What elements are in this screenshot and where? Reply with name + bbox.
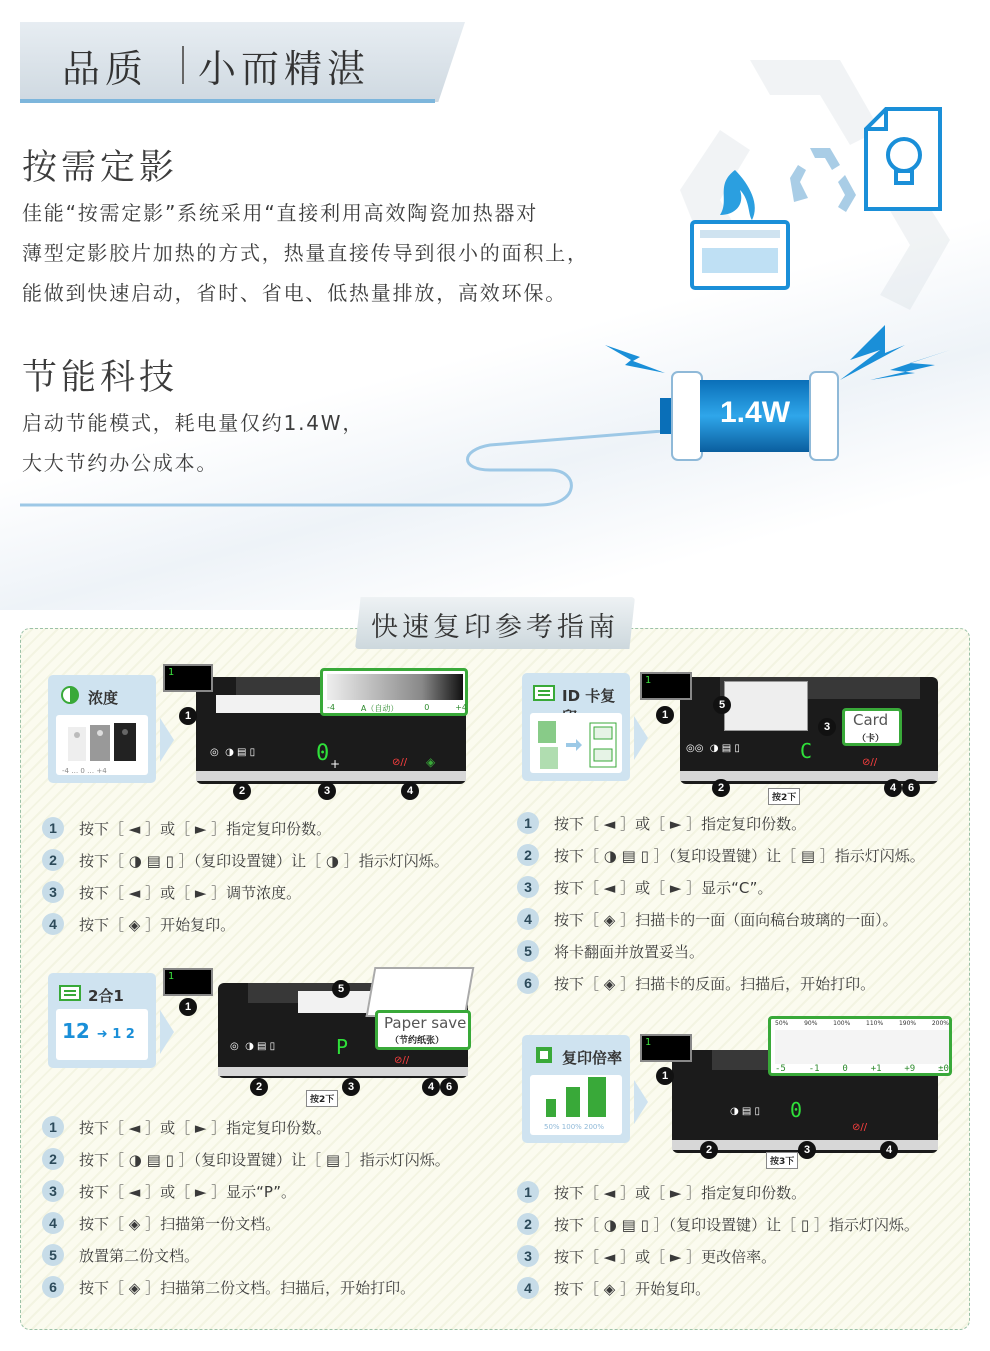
step-number: 5 [42, 1244, 64, 1266]
step-badge: 4 [401, 782, 419, 800]
press-three-times-label: 按3下 [766, 1152, 798, 1169]
stop-key-icon: ⊘// [852, 1122, 868, 1133]
step-number: 4 [42, 913, 64, 935]
step-number: 6 [517, 972, 539, 994]
stop-key-icon: ⊘// [862, 757, 878, 768]
fixing-body [22, 193, 662, 313]
step-text: 按下［ ◑ ▤ ▯ ］（复印设置键）让［ ▤ ］指示灯闪烁。 [79, 1151, 450, 1169]
start-key-icon: ◈ [426, 755, 436, 769]
step-text: 按下［ ◈ ］开始复印。 [554, 1280, 711, 1298]
id-copy-arrow-icon [634, 716, 648, 760]
zoom-preview [530, 1075, 622, 1135]
step-number: 3 [42, 1180, 64, 1202]
code-label: ±0 [938, 1064, 949, 1074]
panel-keys [196, 771, 466, 781]
zoom-mode-card [522, 1035, 630, 1143]
step-text: 按下［ ◑ ▤ ▯ ］（复印设置键）让［ ▤ ］指示灯闪烁。 [554, 847, 925, 865]
fixing-title: 按需定影 [22, 148, 179, 188]
ratio-label: 200% [931, 1020, 949, 1027]
scale-zero: 0 [424, 703, 430, 712]
step-badge: 5 [332, 980, 350, 998]
ratio-label: 190% [898, 1020, 917, 1027]
density-key-row: ◎ ◑ ▤ ▯ [210, 747, 256, 758]
step-number: 3 [42, 881, 64, 903]
two-in-one-display: P [336, 1035, 349, 1059]
step-number: 2 [42, 849, 64, 871]
energy-line: 大大节约办公成本。 [22, 451, 219, 475]
fixing-line: 佳能“按需定影”系统采用“直接利用高效陶瓷加热器对 [22, 201, 539, 225]
step-text: 放置第二份文档。 [79, 1247, 200, 1265]
step-text: 按下［ ◈ ］扫描卡的一面（面向稿台玻璃的一面）。 [554, 911, 898, 929]
step-badge: 2 [712, 779, 730, 797]
card-popup [842, 708, 902, 746]
step-badge: 4 [884, 779, 902, 797]
zoom-card-scale: 50% 100% 200% [544, 1123, 605, 1131]
code-label: -5 [775, 1064, 786, 1074]
paper-save-title: Paper save [384, 1014, 467, 1032]
step-number: 1 [42, 817, 64, 839]
density-display: 0 [316, 741, 330, 766]
header-underline [20, 99, 435, 103]
density-copies-lcd [163, 664, 213, 692]
zoom-label: 复印倍率 [562, 1049, 623, 1067]
zoom-key-row: ◑ ▤ ▯ [730, 1106, 761, 1117]
density-icon [58, 685, 82, 705]
code-label: +1 [870, 1064, 882, 1074]
fixing-line: 薄型定影胶片加热的方式，热量直接传导到很小的面积上， [22, 241, 589, 265]
lightning-icon [605, 345, 665, 375]
header-title: 品质 [62, 47, 149, 91]
copies-value: 1 [168, 667, 175, 678]
id-copy-copies-lcd [640, 672, 692, 700]
density-mode-card [48, 675, 156, 783]
step-number: 4 [517, 908, 539, 930]
scale-max: +4 [455, 703, 467, 712]
two-in-one-icon [58, 983, 82, 1003]
power-cable [20, 430, 680, 520]
density-label: 浓度 [88, 689, 119, 707]
step-number: 1 [517, 812, 539, 834]
press-twice-label: 按2下 [306, 1090, 338, 1107]
id-copy-key-row: ◎◎ ◑ ▤ ▯ [686, 743, 740, 754]
zoom-figure-row [775, 1030, 949, 1064]
step-number: 2 [517, 1213, 539, 1235]
step-badge: 2 [250, 1078, 268, 1096]
fixing-line: 能做到快速启动，省时、省电、低热量排放，高效环保。 [22, 281, 567, 305]
step-badge: 1 [179, 707, 197, 725]
two-in-one-key-row: ◎ ◑ ▤ ▯ [230, 1041, 276, 1052]
card-popup-sub: （卡） [857, 734, 885, 744]
id-copy-flow-icon [536, 719, 620, 771]
step-badge: 4 [422, 1078, 440, 1096]
step-number: 3 [517, 1245, 539, 1267]
recycle-icon [780, 140, 860, 220]
step-text: 按下［ ◄ ］或［ ► ］指定复印份数。 [554, 1184, 807, 1202]
two-in-one-label: 2合1 [88, 987, 124, 1005]
step-number: 5 [517, 940, 539, 962]
energy-line: 启动节能模式，耗电量仅约1.4W， [22, 411, 365, 435]
zoom-copies-lcd [640, 1034, 692, 1062]
panel-keys [218, 1067, 468, 1076]
header-subtitle: 小而精湛 [198, 47, 371, 91]
printer-heat-icon [690, 160, 790, 290]
step-badge: 1 [179, 998, 197, 1016]
code-label: 0 [842, 1064, 848, 1074]
step-badge: 3 [798, 1141, 816, 1159]
step-number: 1 [42, 1116, 64, 1138]
step-text: 按下［ ◈ ］扫描第二份文档。扫描后，开始打印。 [79, 1279, 416, 1297]
plus-key-icon: + [330, 757, 341, 771]
step-text: 按下［ ◄ ］或［ ► ］显示“C”。 [554, 879, 773, 897]
lightning-icon [840, 325, 950, 380]
step-text: 按下［ ◄ ］或［ ► ］指定复印份数。 [79, 820, 332, 838]
step-badge: 2 [700, 1141, 718, 1159]
density-figures-icon [66, 723, 138, 763]
zoom-ratio-popup [768, 1016, 952, 1076]
two-in-one-preview [56, 1009, 148, 1060]
density-popup [320, 668, 468, 716]
zoom-ratio-labels [775, 1020, 949, 1027]
step-text: 按下［ ◑ ▤ ▯ ］（复印设置键）让［ ▯ ］指示灯闪烁。 [554, 1216, 919, 1234]
step-text: 按下［ ◈ ］扫描卡的反面。扫描后，开始打印。 [554, 975, 876, 993]
id-card-icon [532, 683, 556, 703]
step-badge: 5 [713, 696, 731, 714]
guide-title: 快速复印参考指南 [371, 612, 619, 643]
step-badge: 6 [440, 1078, 458, 1096]
two-in-one-sample: 12 ➜ 1 2 [62, 1019, 135, 1043]
ratio-label: 110% [866, 1020, 884, 1027]
step-text: 按下［ ◑ ▤ ▯ ］（复印设置键）让［ ◑ ］指示灯闪烁。 [79, 852, 449, 870]
copies-value: 1 [168, 971, 175, 982]
id-copy-mode-card [522, 673, 630, 781]
stop-key-icon: ⊘// [394, 1055, 410, 1066]
id-copy-label: ID 卡复 [562, 687, 616, 705]
step-badge: 1 [656, 1067, 674, 1085]
step-number: 2 [42, 1148, 64, 1170]
card-popup-title: Card [853, 711, 889, 729]
step-text: 按下［ ◄ ］或［ ► ］指定复印份数。 [79, 1119, 332, 1137]
step-text: 按下［ ◈ ］开始复印。 [79, 916, 236, 934]
two-in-one-arrow-icon [160, 1010, 174, 1054]
step-badge: 3 [342, 1078, 360, 1096]
press-twice-label: 按2下 [768, 788, 800, 805]
step-number: 3 [517, 876, 539, 898]
ratio-label: 100% [833, 1020, 851, 1027]
zoom-figures-icon [544, 1077, 610, 1119]
two-in-one-copies-lcd [163, 968, 213, 996]
zoom-arrow-icon [634, 1080, 648, 1124]
step-number: 4 [42, 1212, 64, 1234]
step-badge: 1 [656, 706, 674, 724]
ratio-label: 50% [775, 1020, 789, 1027]
zoom-code-labels [775, 1064, 949, 1074]
step-badge: 6 [902, 779, 920, 797]
step-number: 6 [42, 1276, 64, 1298]
ratio-label: 90% [804, 1020, 818, 1027]
two-in-one-mode-card [48, 973, 156, 1068]
step-text: 按下［ ◄ ］或［ ► ］指定复印份数。 [554, 815, 807, 833]
scale-auto: A（自动） [360, 704, 399, 713]
density-arrow-icon [160, 718, 174, 762]
step-number: 4 [517, 1277, 539, 1299]
zoom-icon [532, 1045, 556, 1065]
step-badge: 4 [880, 1141, 898, 1159]
battery-label: 1.4W [719, 396, 791, 429]
code-label: -1 [808, 1064, 820, 1074]
document-bulb-icon [862, 105, 944, 213]
scale-min: -4 [327, 703, 335, 712]
paper-save-popup [375, 1010, 471, 1050]
step-badge: 2 [233, 782, 251, 800]
copies-value: 1 [645, 1037, 652, 1048]
density-preview [56, 715, 148, 775]
step-number: 1 [517, 1181, 539, 1203]
code-label: +9 [904, 1064, 916, 1074]
step-badge: 3 [818, 718, 836, 736]
paper-save-sub: （节约纸张） [390, 1036, 445, 1046]
stop-key-icon: ⊘// [392, 757, 408, 768]
density-popup-scale [327, 703, 467, 714]
step-badge: 3 [318, 782, 336, 800]
step-number: 2 [517, 844, 539, 866]
step-text: 按下［ ◈ ］扫描第一份文档。 [79, 1215, 281, 1233]
id-copy-display: C [800, 739, 813, 763]
step-text: 按下［ ◄ ］或［ ► ］显示“P”。 [79, 1183, 297, 1201]
header-separator [182, 46, 184, 84]
step-text: 按下［ ◄ ］或［ ► ］调节浓度。 [79, 884, 302, 902]
id-copy-preview [530, 713, 622, 773]
step-text: 按下［ ◄ ］或［ ► ］更改倍率。 [554, 1248, 777, 1266]
energy-title: 节能科技 [22, 358, 179, 398]
copies-value: 1 [645, 675, 652, 686]
density-scale: -4 … 0 … +4 [62, 767, 107, 775]
zoom-display: 0 [790, 1098, 803, 1122]
step-text: 将卡翻面并放置妥当。 [554, 943, 705, 961]
